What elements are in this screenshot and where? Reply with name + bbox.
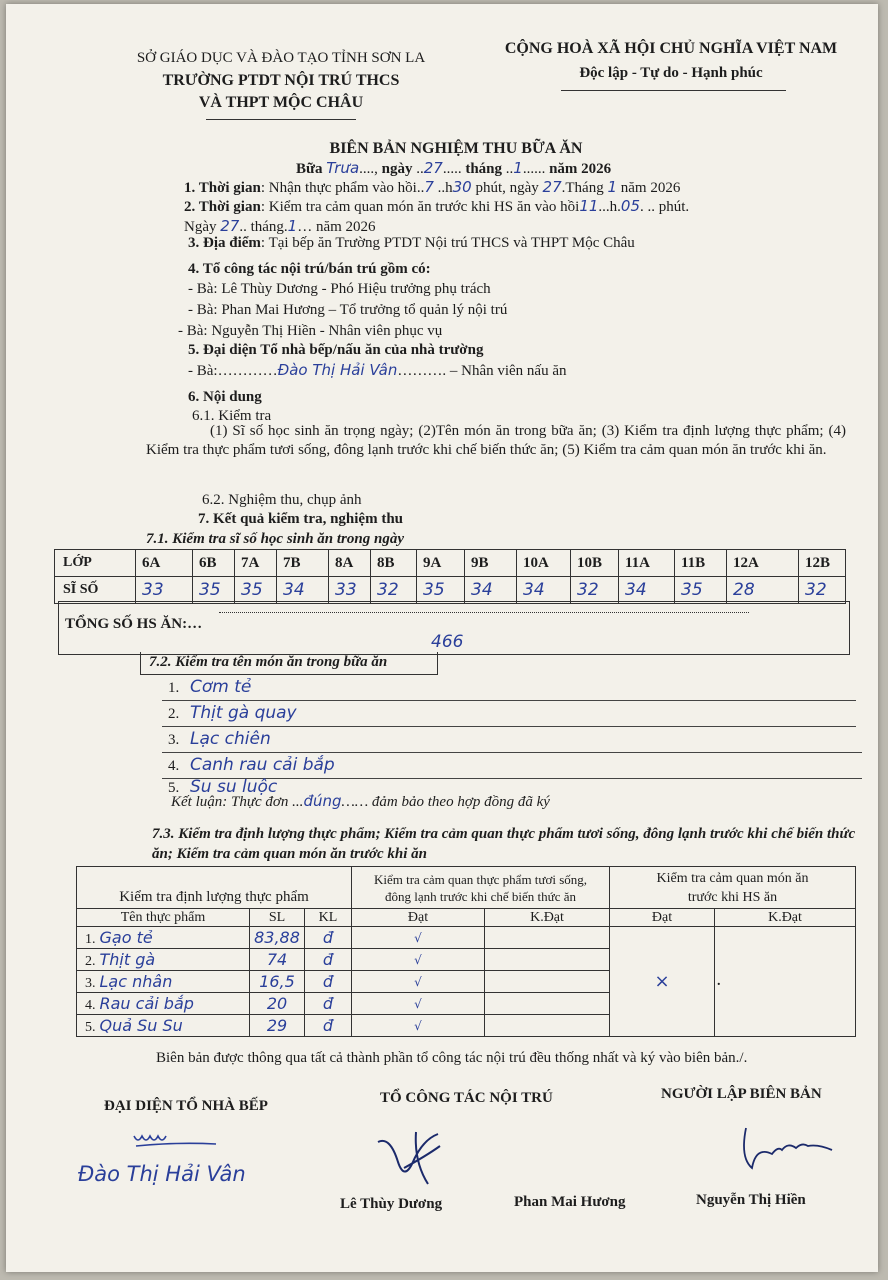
count-cell-14: 32 <box>798 577 844 603</box>
dish-number: 1. <box>168 680 180 696</box>
school-name-line1: TRƯỜNG PTDT NỘI TRÚ THCS <box>162 72 400 89</box>
food-fresh-pass: √ <box>352 927 485 949</box>
food-name-cell <box>77 1015 250 1037</box>
dish-name: Su su luộc <box>190 777 278 797</box>
dishes-conclusion: Kết luận: Thực đơn ...đúng…… đảm bảo theo hợp đồng đã ký <box>171 792 550 810</box>
location: 3. Địa điểm: Tại bếp ăn Trường PTDT Nội trú THCS và THPT Mộc Châu <box>188 235 635 251</box>
team-heading: 4. Tổ công tác nội trú/bán trú gồm có: <box>188 261 431 277</box>
food-row <box>77 927 856 949</box>
document-page <box>6 4 878 1272</box>
results-heading: 7. Kết quả kiểm tra, nghiệm thu <box>198 511 404 527</box>
food-kl: đ <box>305 927 352 949</box>
quality-heading: 7.3. Kiểm tra định lượng thực phẩm; Kiểm tra cảm quan thực phẩm tươi sống, đông lạnh trước khi chế biến thức ăn; Kiểm tra cảm quan món ăn trước khi ăn <box>152 826 856 862</box>
sig-recorder-title: NGƯỜI LẬP BIÊN BẢN <box>661 1086 822 1102</box>
count-label: SĨ SỐ <box>55 577 136 604</box>
food-kl: đ <box>305 949 352 971</box>
count-cell-8: 34 <box>464 577 516 603</box>
republic-title: CỘNG HOÀ XÃ HỘI CHỦ NGHĨA VIỆT NAM <box>504 40 838 57</box>
time-inspect: 2. Thời gian: Kiểm tra cảm quan món ăn trước khi HS ăn vào hồi11...h.05. .. phút. <box>184 197 690 215</box>
time-receive: 1. Thời gian: Nhận thực phẩm vào hồi..7 ..h30 phút, ngày 27.Tháng 1 năm 2026 <box>184 178 681 196</box>
dish-rule <box>162 700 856 701</box>
food-number: 3. <box>85 975 96 991</box>
meal-date-line: Bữa Trưa...., ngày ..27..... tháng ..1...... năm 2026 <box>296 159 612 177</box>
food-number: 1. <box>85 931 96 947</box>
signature-kitchen <box>130 1124 230 1154</box>
header-fail-fresh: K.Đạt <box>485 909 610 927</box>
food-kl: đ <box>305 1015 352 1037</box>
food-sl: 29 <box>250 1015 305 1037</box>
total-dots <box>219 612 749 613</box>
count-cell-13: 28 <box>726 577 798 603</box>
kitchen-heading: 5. Đại diện Tổ nhà bếp/nấu ăn của nhà trường <box>188 342 484 358</box>
dish-rule <box>162 752 862 753</box>
food-name: Lạc nhân <box>99 971 173 991</box>
dish-rule <box>162 726 856 727</box>
food-fresh-fail <box>485 927 610 949</box>
team-member-1: - Bà: Lê Thùy Dương - Phó Hiệu trưởng phụ trách <box>188 281 491 297</box>
count-row <box>55 577 846 604</box>
class-cell-14: 12B <box>798 550 844 576</box>
count-cell-12: 35 <box>674 577 726 603</box>
content-heading: 6. Nội dung <box>188 389 262 405</box>
class-cell-13: 12A <box>726 550 798 576</box>
signature-recorder <box>734 1124 844 1174</box>
food-sl: 74 <box>250 949 305 971</box>
dish-name: Canh rau cải bắp <box>190 755 335 775</box>
food-name-cell <box>77 927 250 949</box>
food-name-cell <box>77 971 250 993</box>
header-pass-sensory: Đạt <box>610 909 715 927</box>
col-fresh: Kiểm tra cảm quan thực phẩm tươi sống, đông lạnh trước khi chế biến thức ăn <box>352 867 610 909</box>
col-quantity: Kiểm tra định lượng thực phẩm <box>77 867 352 909</box>
class-cell-1: 6A <box>142 555 161 571</box>
food-fresh-pass: √ <box>352 949 485 971</box>
header-sl: SL <box>250 909 305 927</box>
food-fresh-pass: √ <box>352 971 485 993</box>
total-label: TỔNG SỐ HS ĂN:… <box>65 616 203 632</box>
food-name: Thịt gà <box>99 949 156 969</box>
food-name-cell <box>77 993 250 1015</box>
class-cell-7: 9A <box>416 550 464 576</box>
count-cell-6: 32 <box>370 577 416 603</box>
header-right-underline <box>561 90 786 91</box>
food-fresh-fail <box>485 1015 610 1037</box>
sensory-fail-cell: . <box>715 927 856 1037</box>
count-cell-4: 34 <box>276 577 328 603</box>
food-name: Quả Su Su <box>99 1015 183 1035</box>
class-cell-4: 7B <box>276 550 328 576</box>
sensory-pass-cell: × <box>610 927 715 1037</box>
school-name-line2: VÀ THPT MỘC CHÂU <box>198 94 364 111</box>
food-name: Rau cải bắp <box>99 993 194 1013</box>
kitchen-staff: - Bà:…………Đào Thị Hải Vân………. – Nhân viên nấu ăn <box>188 361 567 379</box>
count-cell-7: 35 <box>416 577 464 603</box>
header-pass-fresh: Đạt <box>352 909 485 927</box>
headcount-heading: 7.1. Kiểm tra sĩ số học sinh ăn trong ngày <box>146 531 404 547</box>
team-member-3: - Bà: Nguyễn Thị Hiền - Nhân viên phục vụ <box>178 323 443 339</box>
class-row <box>55 550 846 577</box>
count-cell-9: 34 <box>516 577 570 603</box>
dish-name: Lạc chiên <box>190 729 271 749</box>
total-box <box>58 601 850 655</box>
food-kl: đ <box>305 971 352 993</box>
class-cell-6: 8B <box>370 550 416 576</box>
dishes-heading-box <box>140 652 438 675</box>
closing-statement: Biên bản được thông qua tất cả thành phần tổ công tác nội trú đều thống nhất và ký vào biên bản./. <box>156 1050 748 1066</box>
time-inspect-date: Ngày 27.. tháng.1… năm 2026 <box>184 217 376 235</box>
class-cell-3: 7A <box>234 550 276 576</box>
header-kl: KL <box>305 909 352 927</box>
class-label: LỚP <box>55 550 136 577</box>
food-sl: 16,5 <box>250 971 305 993</box>
class-cell-5: 8A <box>328 550 370 576</box>
class-cell-10: 10B <box>570 550 618 576</box>
signature-board <box>370 1122 480 1192</box>
class-cell-8: 9B <box>464 550 516 576</box>
document-title: BIÊN BẢN NGHIỆM THU BỮA ĂN <box>329 140 583 157</box>
sig-board-title: TỔ CÔNG TÁC NỘI TRÚ <box>380 1090 553 1106</box>
sig-recorder-name: Nguyễn Thị Hiền <box>696 1192 806 1208</box>
food-number: 5. <box>85 1019 96 1035</box>
count-cell-1: 33 <box>142 580 164 600</box>
count-cell-3: 35 <box>234 577 276 603</box>
class-cell-2: 6B <box>192 550 234 576</box>
motto: Độc lập - Tự do - Hạnh phúc <box>579 65 763 81</box>
class-cell-11: 11A <box>618 550 674 576</box>
food-fresh-fail <box>485 971 610 993</box>
content-6-1: 6.1. Kiểm tra <box>192 408 272 424</box>
dishes-heading: 7.2. Kiểm tra tên món ăn trong bữa ăn <box>149 654 388 670</box>
dish-name: Thịt gà quay <box>190 703 297 723</box>
header-food-name: Tên thực phẩm <box>77 909 250 927</box>
sig-board-name1: Lê Thùy Dương <box>340 1196 443 1212</box>
team-member-2: - Bà: Phan Mai Hương – Tổ trưởng tổ quản lý nội trú <box>188 302 508 318</box>
quality-table <box>76 866 856 1037</box>
food-number: 2. <box>85 953 96 969</box>
food-name: Gạo tẻ <box>99 927 153 947</box>
header-left-underline <box>206 119 356 120</box>
class-cell-9: 10A <box>516 550 570 576</box>
count-cell-11: 34 <box>618 577 674 603</box>
count-cell-5: 33 <box>328 577 370 603</box>
count-cells <box>136 577 846 604</box>
food-fresh-pass: √ <box>352 993 485 1015</box>
food-fresh-fail <box>485 949 610 971</box>
dish-number: 2. <box>168 706 180 722</box>
dish-name: Cơm tẻ <box>190 677 252 697</box>
dish-number: 5. <box>168 780 180 796</box>
col-sensory: Kiểm tra cảm quan món ăn trước khi HS ăn <box>610 867 856 909</box>
food-number: 4. <box>85 997 96 1013</box>
headcount-table <box>54 549 846 604</box>
content-6-2: 6.2. Nghiệm thu, chụp ảnh <box>202 492 362 508</box>
class-cells <box>136 550 846 577</box>
food-fresh-pass: √ <box>352 1015 485 1037</box>
count-cell-2: 35 <box>192 577 234 603</box>
food-kl: đ <box>305 993 352 1015</box>
sig-board-name2: Phan Mai Hương <box>514 1194 626 1210</box>
dish-number: 4. <box>168 758 180 774</box>
food-sl: 20 <box>250 993 305 1015</box>
food-sl: 83,88 <box>250 927 305 949</box>
dish-number: 3. <box>168 732 180 748</box>
total-value: 466 <box>431 632 464 652</box>
class-cell-12: 11B <box>674 550 726 576</box>
header-fail-sensory: K.Đạt <box>715 909 856 927</box>
department-name: SỞ GIÁO DỤC VÀ ĐÀO TẠO TỈNH SƠN LA <box>136 50 426 66</box>
sig-kitchen-name: Đào Thị Hải Vân <box>78 1162 246 1186</box>
count-cell-10: 32 <box>570 577 618 603</box>
food-fresh-fail <box>485 993 610 1015</box>
sig-kitchen-title: ĐẠI DIỆN TỔ NHÀ BẾP <box>104 1098 268 1114</box>
content-6-1-text: (1) Sĩ số học sinh ăn trọng ngày; (2)Tên món ăn trong bữa ăn; (3) Kiểm tra định lượng thực phẩm; (4) Kiểm tra thực phẩm tươi sống, đông lạnh trước khi chế biến thức ăn; (5) Kiểm tra cảm quan món ăn trước khi ăn. <box>146 423 846 458</box>
food-name-cell <box>77 949 250 971</box>
